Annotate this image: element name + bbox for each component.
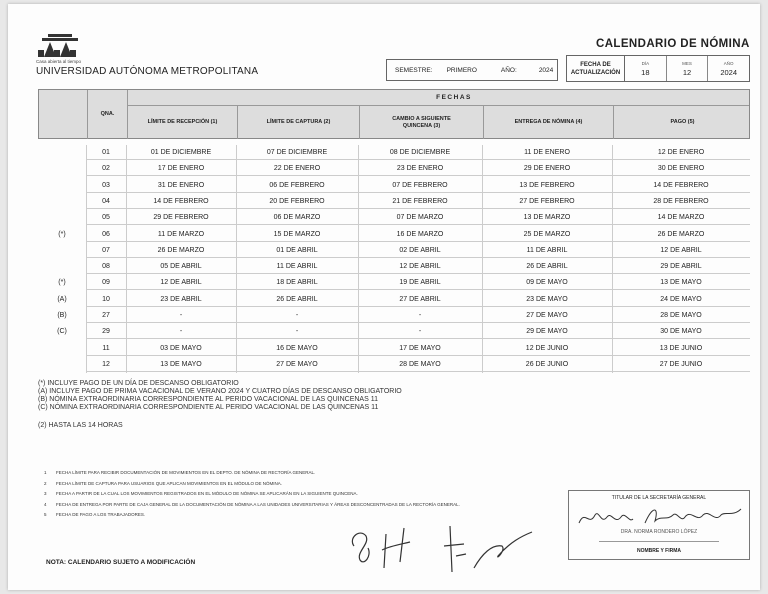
cell-mark: (C)	[57, 328, 67, 336]
note-b: (B) NÓMINA EXTRAORDINARIA CORRESPONDIENTE AL PERIDO VACACIONAL DE LAS QUINCENAS 11	[38, 396, 378, 403]
col-header-captura: LÍMITE DE CAPTURA (2)	[237, 106, 359, 139]
update-month	[667, 56, 709, 81]
cell-entrega: 29 DE MAYO	[526, 328, 568, 336]
cell-cambio: 16 DE MARZO	[396, 230, 444, 238]
cell-recepcion: 23 DE ABRIL	[160, 295, 202, 303]
table-row	[38, 145, 750, 160]
document-page	[8, 4, 760, 590]
footnote-item	[44, 500, 460, 511]
cell-qna: 10	[102, 295, 110, 303]
col-header-pago: PAGO (5)	[613, 106, 751, 139]
cell-cambio: 07 DE FEBRERO	[392, 181, 448, 189]
table-row	[38, 178, 750, 193]
cell-entrega: 13 DE MARZO	[523, 214, 571, 222]
cell-entrega: 13 DE FEBRERO	[519, 181, 575, 189]
year-short-label: AÑO	[723, 60, 734, 66]
cell-cambio: 28 DE MAYO	[399, 360, 441, 368]
cell-entrega: 29 DE ENERO	[523, 165, 571, 173]
cell-cambio: 21 DE FEBRERO	[392, 197, 448, 205]
table-row	[38, 324, 750, 339]
semester-box	[386, 59, 558, 81]
cell-pago: 12 DE ENERO	[657, 149, 705, 156]
cell-cambio: 27 DE ABRIL	[399, 295, 441, 303]
cell-entrega: 26 DE ABRIL	[526, 263, 568, 271]
cell-recepcion: 12 DE ABRIL	[160, 279, 202, 287]
col-header-entrega: ENTREGA DE NÓMINA (4)	[483, 106, 613, 139]
cell-recepcion: 03 DE MAYO	[160, 344, 202, 352]
footnote-number: 5	[44, 512, 47, 517]
day-label: DÍA	[641, 60, 650, 66]
cell-pago: 30 DE ENERO	[657, 165, 705, 173]
cell-mark	[38, 145, 86, 160]
table-row	[38, 341, 750, 356]
cell-recepcion: 17 DE ENERO	[157, 165, 205, 173]
cell-mark	[38, 259, 86, 274]
table-row	[38, 194, 750, 209]
cell-pago: 28 DE MAYO	[660, 312, 702, 319]
cell-recepcion: 13 DE MAYO	[160, 360, 202, 368]
table-row	[38, 243, 750, 258]
cell-qna: 02	[102, 165, 110, 173]
footnote-text: FECHA LÍMITE DE CAPTURA PARA USUARIOS QUE APLICAN MOVIMIENTOS EN EL MÓDULO DE NÓMINA.	[56, 480, 282, 486]
modification-note: NOTA: CALENDARIO SUJETO A MODIFICACIÓN	[46, 559, 196, 566]
cell-entrega: 09 DE MAYO	[526, 279, 568, 287]
update-label-line2: ACTUALIZACIÓN	[570, 69, 621, 76]
table-header	[38, 89, 750, 139]
table-row	[38, 161, 750, 176]
table-row	[38, 227, 750, 242]
cell-recepcion: 11 DE MARZO	[157, 230, 205, 238]
note-a: (A) INCLUYE PAGO DE PRIMA VACACIONAL DE VERANO 2024 Y CUATRO DÍAS DE DESCANSO OBLIGATORIO	[38, 388, 402, 395]
day-value: 18	[641, 67, 650, 77]
update-day	[625, 56, 667, 81]
year-label: AÑO:	[500, 66, 517, 74]
footnote-text: FECHA DE ENTREGA POR PARTE DE CAJA GENERAL DE LA DOCUMENTACIÓN DE NÓMINA A LAS UNIDADES UNIVERSITARIAS Y ÁREAS DESCONCENTRADAS DE LA RECTORÍA GENERAL.	[56, 501, 460, 507]
cell-captura: 01 DE ABRIL	[276, 246, 318, 254]
footnote-text: FECHA DE PAGO A LOS TRABAJADORES.	[56, 512, 146, 517]
cell-pago: 14 DE MARZO	[657, 214, 705, 222]
cell-cambio: -	[418, 312, 422, 319]
cell-entrega: 26 DE JUNIO	[525, 360, 569, 368]
table-row	[38, 308, 750, 323]
col-header-recepcion: LÍMITE DE RECEPCIÓN (1)	[127, 106, 237, 139]
cell-entrega: 12 DE JUNIO	[525, 344, 569, 352]
cell-mark	[38, 194, 86, 209]
cell-captura: 22 DE ENERO	[273, 165, 321, 173]
footnote-text: FECHA LÍMITE PARA RECIBIR DOCUMENTACIÓN DE MOVIMIENTOS EN EL DEPTO. DE NÓMINA DE RECTORÍA GENERAL.	[56, 470, 316, 475]
cell-captura: 11 DE ABRIL	[276, 263, 318, 271]
table-row	[38, 259, 750, 274]
note-asterisk: (*) INCLUYE PAGO DE UN DÍA DE DESCANSO OBLIGATORIO	[38, 380, 239, 387]
university-name: UNIVERSIDAD AUTÓNOMA METROPOLITANA	[36, 66, 259, 77]
cell-mark	[38, 161, 86, 176]
table-row	[38, 357, 750, 372]
cell-captura: 16 DE MAYO	[276, 344, 318, 352]
cell-pago: 26 DE MARZO	[657, 230, 705, 238]
cell-pago: 12 DE ABRIL	[660, 246, 702, 254]
footnote-item	[44, 468, 460, 479]
cell-qna: 12	[102, 360, 110, 368]
update-date-box	[566, 55, 750, 82]
cell-pago: 24 DE MAYO	[660, 295, 702, 303]
table-row	[38, 292, 750, 307]
footnote-item	[44, 479, 460, 490]
update-year	[708, 56, 749, 81]
cell-qna: 04	[102, 197, 110, 205]
table-row	[38, 210, 750, 225]
notes-block	[38, 380, 402, 430]
footnotes-list	[44, 468, 460, 521]
footnote-number: 4	[44, 501, 47, 507]
fechas-group-header: FECHAS	[436, 94, 472, 101]
cell-qna: 03	[102, 181, 110, 189]
cell-entrega: 27 DE FEBRERO	[519, 197, 575, 205]
cell-pago: 14 DE FEBRERO	[653, 181, 709, 189]
cell-captura: 27 DE MAYO	[276, 360, 318, 368]
cell-recepcion: 14 DE FEBRERO	[153, 197, 209, 205]
cell-cambio: 19 DE ABRIL	[399, 279, 441, 287]
cell-cambio: 07 DE MARZO	[396, 214, 444, 222]
cell-captura: 06 DE MARZO	[273, 214, 321, 222]
cell-mark	[38, 178, 86, 193]
footnote-item	[44, 489, 460, 500]
cell-qna: 06	[102, 230, 110, 238]
signature-box	[568, 490, 750, 560]
cell-mark: (*)	[58, 279, 66, 287]
footnote-text: FECHA A PARTIR DE LA CUAL LOS MOVIMIENTOS REGISTRADOS EN EL MÓDULO DE NÓMINA SE APLICARÁN EN LA SIGUIENTE QUINCENA.	[56, 491, 358, 496]
cell-recepcion: 01 DE DICIEMBRE	[150, 149, 212, 156]
cell-captura: 26 DE ABRIL	[276, 295, 318, 303]
cell-captura: 06 DE FEBRERO	[269, 181, 325, 189]
cell-mark	[38, 357, 86, 372]
cell-cambio: 08 DE DICIEMBRE	[389, 149, 451, 156]
signatory-name: DRA. NORMA RONDERO LÓPEZ	[620, 529, 698, 535]
cell-recepcion: 31 DE ENERO	[157, 181, 205, 189]
update-label-line1: FECHA DE	[580, 61, 611, 68]
semester-value: PRIMERO	[446, 66, 477, 74]
cell-pago: 28 DE FEBRERO	[653, 197, 709, 205]
note-2: (2) HASTA LAS 14 HORAS	[38, 422, 123, 429]
cell-pago: 30 DE MAYO	[660, 328, 702, 336]
cell-qna: 07	[102, 246, 110, 254]
month-label: MES	[682, 60, 692, 66]
cell-qna: 05	[102, 214, 110, 222]
cell-recepcion: 29 DE FEBRERO	[153, 214, 209, 222]
col-header-cambio: CAMBIO A SIGUIENTE QUINCENA (3)	[359, 106, 483, 139]
cell-qna: 01	[102, 149, 110, 156]
month-value: 12	[682, 67, 692, 77]
cell-pago: 13 DE JUNIO	[659, 344, 703, 352]
table-row	[38, 275, 750, 290]
cell-pago: 13 DE MAYO	[660, 279, 702, 287]
footnote-number: 1	[44, 470, 47, 475]
cell-mark: (B)	[57, 312, 67, 319]
page-title: CALENDARIO DE NÓMINA	[596, 38, 750, 50]
cell-cambio: 23 DE ENERO	[396, 165, 444, 173]
cell-entrega: 11 DE ABRIL	[526, 246, 568, 254]
cell-entrega: 25 DE MARZO	[523, 230, 571, 238]
uam-logo	[36, 34, 84, 58]
cell-captura: 15 DE MARZO	[273, 230, 321, 238]
signature-line	[599, 541, 719, 542]
cell-mark	[38, 210, 86, 225]
cell-mark: (*)	[58, 230, 66, 238]
cell-captura: 20 DE FEBRERO	[269, 197, 325, 205]
signature-caption: NOMBRE Y FIRMA	[637, 548, 681, 554]
footnote-number: 3	[44, 491, 47, 496]
cell-qna: 09	[102, 279, 110, 287]
col-header-qna: QNA.	[87, 90, 127, 139]
update-year-value: 2024	[720, 67, 738, 77]
semester-label: SEMESTRE:	[395, 66, 433, 74]
cell-qna: 29	[102, 328, 110, 336]
handwritten-signature	[575, 501, 745, 531]
cell-pago: 27 DE JUNIO	[659, 360, 703, 368]
cell-recepcion: 26 DE MARZO	[157, 246, 205, 254]
cell-entrega: 11 DE ENERO	[524, 149, 570, 156]
cell-mark	[38, 341, 86, 356]
cell-qna: 08	[102, 263, 110, 271]
year-value: 2024	[538, 66, 554, 74]
footnote-number: 2	[44, 480, 47, 486]
cell-captura: 18 DE ABRIL	[276, 279, 318, 287]
cell-mark	[38, 243, 86, 258]
cell-qna: 11	[102, 344, 110, 352]
cell-entrega: 27 DE MAYO	[526, 312, 568, 319]
cell-pago: 29 DE ABRIL	[660, 263, 702, 271]
cell-cambio: 12 DE ABRIL	[399, 263, 441, 271]
cell-recepcion: 05 DE ABRIL	[160, 263, 202, 271]
cell-captura: -	[295, 328, 299, 336]
cell-recepcion: -	[179, 312, 183, 319]
cell-cambio: -	[418, 328, 422, 336]
cell-captura: -	[295, 312, 299, 319]
signature-title: TITULAR DE LA SECRETARÍA GENERAL	[611, 495, 707, 501]
cell-cambio: 17 DE MAYO	[399, 344, 441, 352]
cell-cambio: 02 DE ABRIL	[399, 246, 441, 254]
cell-entrega: 23 DE MAYO	[526, 295, 568, 303]
university-slogan: Casa abierta al tiempo	[36, 59, 82, 64]
cell-mark: (A)	[57, 295, 67, 303]
cell-captura: 07 DE DICIEMBRE	[266, 149, 328, 156]
note-c: (C) NÓMINA EXTRAORDINARIA CORRESPONDIENTE AL PERIDO VACACIONAL DE LAS QUINCENAS 11	[38, 404, 379, 411]
cell-qna: 27	[102, 312, 110, 319]
handwritten-initials	[346, 516, 546, 576]
update-date-label	[567, 56, 625, 81]
cell-recepcion: -	[179, 328, 183, 336]
